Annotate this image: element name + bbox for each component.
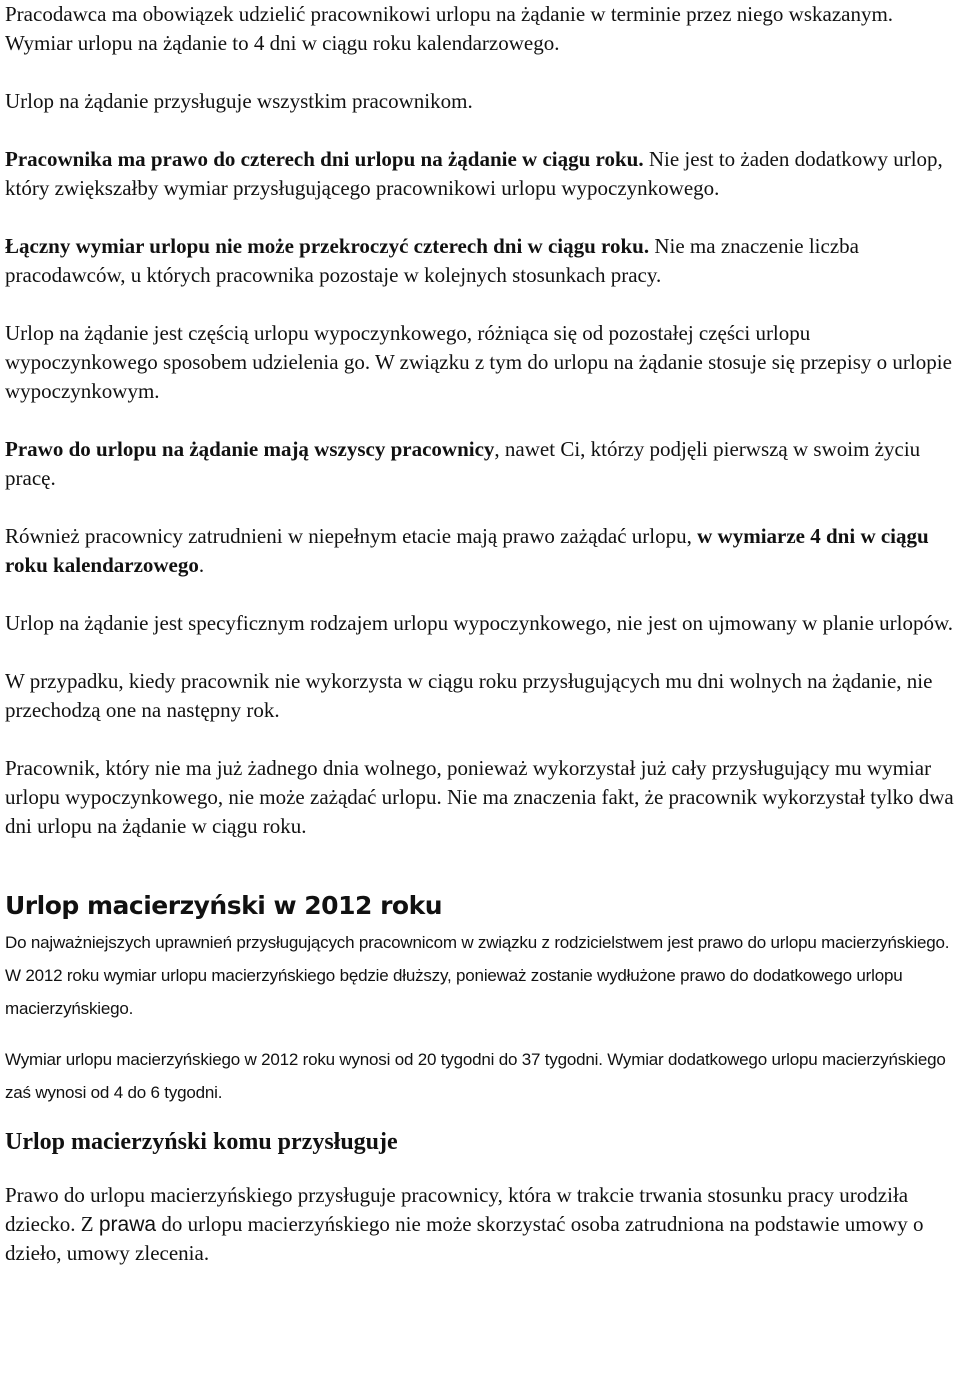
paragraph-part-time [5,522,958,580]
paragraph-unused-days: W przypadku, kiedy pracownik nie wykorzysta w ciągu roku przysługujących mu dni wolnych na żądanie, nie przechodzą one na następny rok. [5,669,933,722]
heading-maternity-who: Urlop macierzyński komu przysługuje [5,1129,398,1155]
document-body [5,0,958,1268]
paragraph-leave-plan: Urlop na żądanie jest specyficznym rodzajem urlopu wypoczynkowego, nie jest on ujmowany w planie urlopów. [5,611,954,635]
body-text: Prawo do urlopu macierzyńskiego przysługuje pracownicy, która w trakcie trwania stosunku pracy urodziła dziecko. Z [5,1183,909,1236]
paragraph-four-days [5,145,958,203]
body-text: . [198,553,205,577]
paragraph-employer-obligation: Pracodawca ma obowiązek udzielić pracownikowi urlopu na żądanie w terminie przez niego wskazanym. Wymiar urlopu na żądanie to 4 dni w ciągu roku kalendarzowego. [5,2,894,55]
heading-maternity-2012: Urlop macierzyński w 2012 roku [5,891,443,920]
paragraph-maternity-duration: Wymiar urlopu macierzyńskiego w 2012 roku wynosi od 20 tygodni do 37 tygodni. Wymiar dodatkowego urlopu macierzyńskiego zaś wynosi od 4 do 6 tygodni. [5,1050,946,1102]
body-text: Nie ma znaczenie liczba pracodawców, u których pracownika pozostaje w kolejnych stosunkach pracy. [5,234,859,287]
body-text-sans: prawa [98,1213,157,1236]
body-text: Również pracownicy zatrudnieni w niepełnym etacie mają prawo zażądać urlopu, [5,524,698,548]
paragraph-total-limit [5,232,958,290]
body-text: Nie jest to żaden dodatkowy urlop, który zwiększałby wymiar przysługującego pracownikowi urlopu wypoczynkowego. [5,147,943,200]
bold-text: Prawo do urlopu na żądanie mają wszyscy pracownicy [5,437,495,461]
paragraph-all-employees [5,435,958,493]
paragraph-maternity-rights: Do najważniejszych uprawnień przysługujących pracownicom w związku z rodzicielstwem jest prawo do urlopu macierzyńskiego. W 2012 roku wymiar urlopu macierzyńskiego będzie dłuższy, ponieważ zostanie wydłużone prawo do dodatkowego urlopu macierzyńskiego. [5,933,950,1018]
body-text: do urlopu macierzyńskiego nie może skorzystać osoba zatrudniona na podstawie umowy o dzieło, umowy zlecenia. [5,1212,924,1265]
paragraph-maternity-who [5,1181,958,1268]
paragraph-part-of-leave: Urlop na żądanie jest częścią urlopu wypoczynkowego, różniąca się od pozostałej części urlopu wypoczynkowego sposobem udzielenia go. W związku z tym do urlopu na żądanie stosuje się przepisy o urlopie wypoczynkowym. [5,321,952,403]
paragraph-entitlement: Urlop na żądanie przysługuje wszystkim pracownikom. [5,89,473,113]
body-text: , nawet Ci, którzy podjęli pierwszą w swoim życiu pracę. [5,437,921,490]
bold-text: w wymiarze 4 dni w ciągu roku kalendarzowego [5,524,929,577]
paragraph-no-days-left: Pracownik, który nie ma już żadnego dnia wolnego, ponieważ wykorzystał już cały przysługujący mu wymiar urlopu wypoczynkowego, nie może zażądać urlopu. Nie ma znaczenia fakt, że pracownik wykorzystał tylko dwa dni urlopu na żądanie w ciągu roku. [5,756,954,838]
bold-text: Łączny wymiar urlopu nie może przekroczyć czterech dni w ciągu roku. [5,234,650,258]
bold-text: Pracownika ma prawo do czterech dni urlopu na żądanie w ciągu roku. [5,147,644,171]
